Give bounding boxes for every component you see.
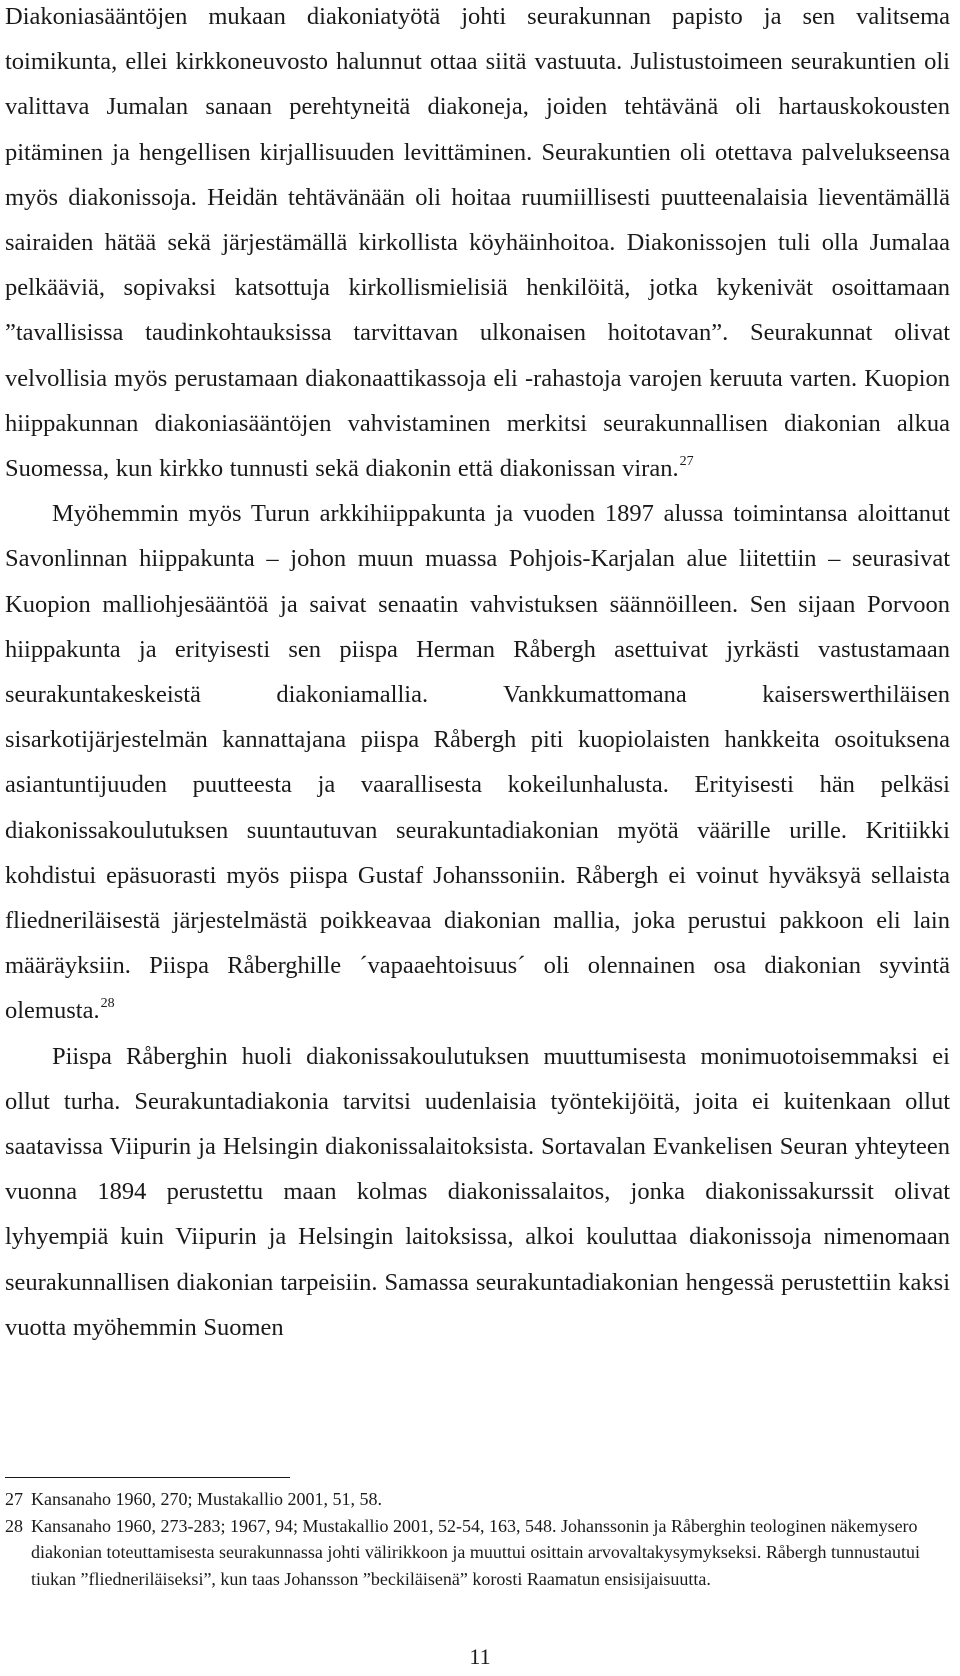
paragraph-3-text: Piispa Råberghin huoli diakonissakoulutuksen muuttumisesta monimuotoisemmaksi ei ollut turha. Seurakuntadiakonia tarvitsi uudenlaisia työntekijöitä, joita ei kuitenkaan ollut saatavissa Viipurin ja Helsingin diakonissalaitoksista. Sortavalan Evankelisen Seuran yhteyteen vuonna 1894 perustettu maan kolmas diakonissalaitos, jonka diakonissakurssit olivat lyhyempiä kuin Viipurin ja Helsingin laitoksissa, alkoi kouluttaa diakonissoja nimenomaan seurakunnallisen diakonian tarpeisiin. Samassa seurakuntadiakonian hengessä perustettiin kaksi vuotta myöhemmin Suomen bbox=[5, 1042, 950, 1341]
footnote-separator bbox=[5, 1477, 290, 1478]
body-text bbox=[5, 0, 950, 1350]
page-number: 11 bbox=[469, 1644, 491, 1669]
footnote-number: 28 bbox=[5, 1515, 23, 1536]
footnote-text: Kansanaho 1960, 270; Mustakallio 2001, 51, 58. bbox=[31, 1489, 382, 1509]
paragraph-2 bbox=[5, 491, 950, 1033]
paragraph-2-text: Myöhemmin myös Turun arkkihiippakunta ja vuoden 1897 alussa toimintansa aloittanut Savonlinnan hiippakunta – johon muun muassa Pohjois-Karjalan alue liitettiin – seurasivat Kuopion malliohjesääntöä ja saivat senaatin vahvistuksen säännöilleen. Sen sijaan Porvoon hiippakunta ja erityisesti sen piispa Herman Råbergh asettuivat jyrkästi vastustamaan seurakuntakeskeistä diakoniamallia. Vankkumattomana kaiserswerthiläisen sisarkotijärjestelmän kannattajana piispa Råbergh piti kuopiolaisten hankkeita osoituksena asiantuntijuuden puutteesta ja vaarallisesta kokeilunhalusta. Erityisesti hän pelkäsi diakonissakoulutuksen suuntautuvan seurakuntadiakonian myötä väärille urille. Kritiikki kohdistui epäsuorasti myös piispa Gustaf Johanssoniin. Råbergh ei voinut hyväksyä sellaista fliedneriläisestä järjestelmästä poikkeavaa diakonian mallia, joka perustui pakkoon eli lain määräyksiin. Piispa Råberghille ´vapaaehtoisuus´ oli olennainen osa diakonian syvintä olemusta. bbox=[5, 500, 950, 1025]
footnote-ref-28[interactable]: 28 bbox=[100, 996, 115, 1012]
footnote-28 bbox=[5, 1513, 950, 1593]
footnotes bbox=[5, 1486, 950, 1592]
footnote-text: Kansanaho 1960, 273-283; 1967, 94; Mustakallio 2001, 52-54, 163, 548. Johanssonin ja Råberghin teologinen näkemysero diakonian toteuttamisesta seurakunnassa johti välirikkoon ja muuttui osittain arvovaltakysymykseksi. Råbergh tunnustautui tiukan ”fliedneriläiseksi”, kun taas Johansson ”beckiläisenä” korosti Raamatun ensisijaisuutta. bbox=[31, 1515, 921, 1589]
paragraph-1-text: Diakoniasääntöjen mukaan diakoniatyötä johti seurakunnan papisto ja sen valitsema toimikunta, ellei kirkkoneuvosto halunnut ottaa siitä vastuuta. Julistustoimeen seurakuntien oli valittava Jumalan sanaan perehtyneitä diakoneja, joiden tehtävänä oli hartauskokousten pitäminen ja hengellisen kirjallisuuden levittäminen. Seurakuntien oli otettava palvelukseensa myös diakonissoja. Heidän tehtävänään oli hoitaa ruumiillisesti puutteenalaisia lieventämällä sairaiden hätää sekä järjestämällä kirkollista köyhäinhoitoa. Diakonissojen tuli olla Jumalaa pelkääviä, sopivaksi katsottuja kirkollismielisiä henkilöitä, jotka kykenivät osoittamaan ”tavallisissa taudinkohtauksissa tarvittavan ulkonaisen hoitotavan”. Seurakunnat olivat velvollisia myös perustamaan diakonaattikassoja eli -rahastoja varojen keruuta varten. Kuopion hiippakunnan diakoniasääntöjen vahvistaminen merkitsi seurakunnallisen diakonian alkua Suomessa, kun kirkko tunnusti sekä diakonin että diakonissan viran. bbox=[5, 3, 950, 483]
paragraph-1 bbox=[5, 0, 950, 491]
footnote-number: 27 bbox=[5, 1489, 23, 1509]
footnote-27 bbox=[5, 1486, 950, 1513]
footnote-ref-27[interactable]: 27 bbox=[679, 454, 694, 470]
paragraph-3 bbox=[5, 1034, 950, 1350]
